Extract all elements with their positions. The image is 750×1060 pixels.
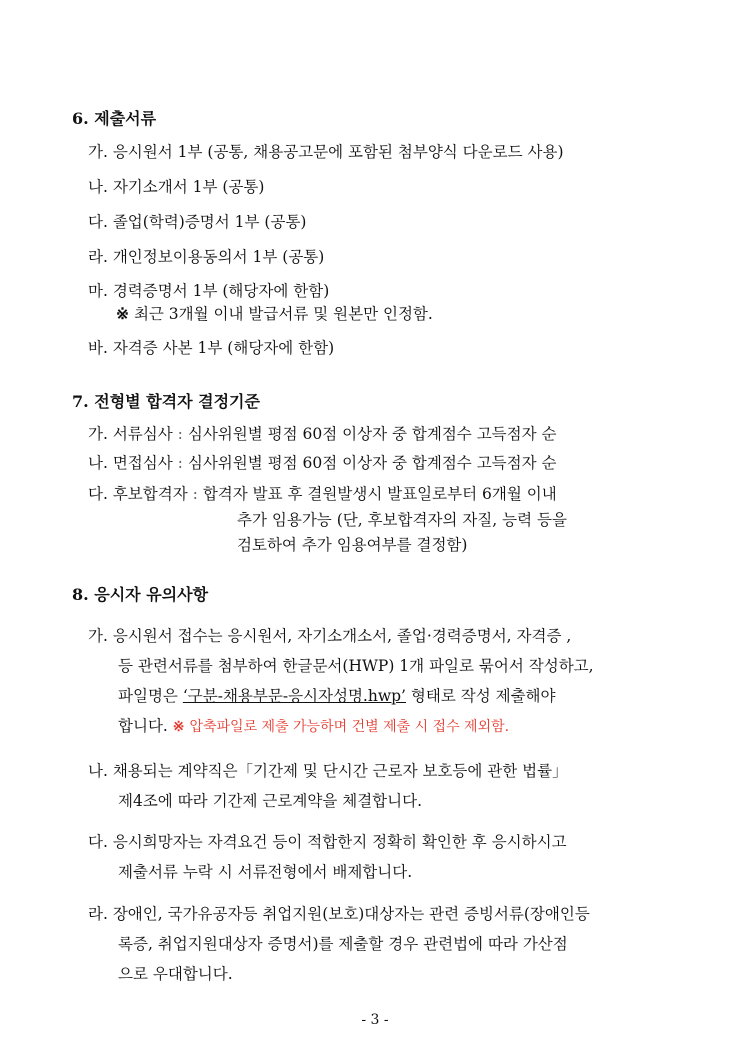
section-6-item-ma: 마. 경력증명서 1부 (해당자에 한함): [88, 282, 330, 300]
section-8-title: 8. 응시자 유의사항: [72, 585, 209, 604]
red-note-symbol: ※: [172, 719, 185, 735]
section-8-item-na-line1: 나. 채용되는 계약직은「기간제 및 단시간 근로자 보호등에 관한 법률」: [88, 762, 568, 780]
section-8-item-ra-line3: 으로 우대합니다.: [118, 965, 233, 983]
line4-text: 합니다.: [118, 717, 168, 735]
section-6-item-ra: 라. 개인정보이용동의서 1부 (공통): [88, 248, 325, 266]
section-8-item-ra-line2: 록증, 취업지원대상자 증명서)를 제출할 경우 관련법에 따라 가산점: [118, 935, 568, 953]
section-8-item-ga-line2: 등 관련서류를 첨부하여 한글문서(HWP) 1개 파일로 묶어서 작성하고,: [118, 657, 594, 675]
criteria-colon: :: [192, 485, 198, 503]
criteria-label: 가. 서류심사: [88, 425, 173, 443]
section-7-item-na: [88, 453, 557, 473]
section-7-item-ga: [88, 424, 557, 444]
section-8-item-na-line2: 제4조에 따라 기간제 근로계약을 체결합니다.: [118, 792, 423, 810]
page-number: - 3 -: [361, 1012, 389, 1028]
section-8-item-da-line2: 제출서류 누락 시 서류전형에서 배제합니다.: [118, 863, 413, 881]
criteria-label: 나. 면접심사: [88, 454, 173, 472]
filename-suffix-text: 형태로 작성 제출해야: [405, 687, 556, 705]
section-7-title: 7. 전형별 합격자 결정기준: [72, 392, 260, 411]
section-7-item-da: [88, 484, 557, 504]
red-note-text: 압축파일로 제출 가능하며 건별 제출 시 접수 제외함.: [189, 719, 510, 735]
note-symbol: ※: [116, 304, 129, 323]
section-8-item-ga-line1: 가. 응시원서 접수는 응시원서, 자기소개소서, 졸업·경력증명서, 자격증 ,: [88, 627, 572, 645]
criteria-text: 심사위원별 평점 60점 이상자 중 합계점수 고득점자 순: [187, 454, 557, 472]
section-8-item-ga-line4: [118, 716, 509, 737]
section-6-item-ba: 바. 자격증 사본 1부 (해당자에 한함): [88, 339, 335, 357]
section-8-item-da-line1: 다. 응시희망자는 자격요건 등이 적합한지 정확히 확인한 후 응시하시고: [88, 833, 567, 851]
criteria-colon: :: [177, 425, 183, 443]
section-8-item-ga-line3: [118, 686, 556, 706]
filename-prefix-text: 파일명은: [118, 687, 183, 705]
section-6-note: [116, 304, 433, 324]
note-text: 최근 3개월 이내 발급서류 및 원본만 인정함.: [133, 305, 433, 323]
criteria-label: 다. 후보합격자: [88, 485, 188, 503]
filename-format: ‘구분-채용부문-응시자성명.hwp’: [182, 687, 406, 705]
criteria-colon: :: [177, 454, 183, 472]
section-7-item-da-cont-1: 추가 임용가능 (단, 후보합격자의 자질, 능력 등을: [237, 511, 567, 529]
section-7-item-da-cont-2: 검토하여 추가 임용여부를 결정함): [237, 536, 468, 554]
section-6-item-na: 나. 자기소개서 1부 (공통): [88, 178, 265, 196]
section-6-item-da: 다. 졸업(학력)증명서 1부 (공통): [88, 213, 307, 231]
section-8-item-ra-line1: 라. 장애인, 국가유공자등 취업지원(보호)대상자는 관련 증빙서류(장애인등: [88, 905, 590, 923]
criteria-text: 심사위원별 평점 60점 이상자 중 합계점수 고득점자 순: [187, 425, 557, 443]
criteria-text: 합격자 발표 후 결원발생시 발표일로부터 6개월 이내: [202, 485, 557, 503]
section-6-title: 6. 제출서류: [72, 109, 157, 128]
section-6-item-ga: 가. 응시원서 1부 (공통, 채용공고문에 포함된 첨부양식 다운로드 사용): [88, 143, 564, 161]
